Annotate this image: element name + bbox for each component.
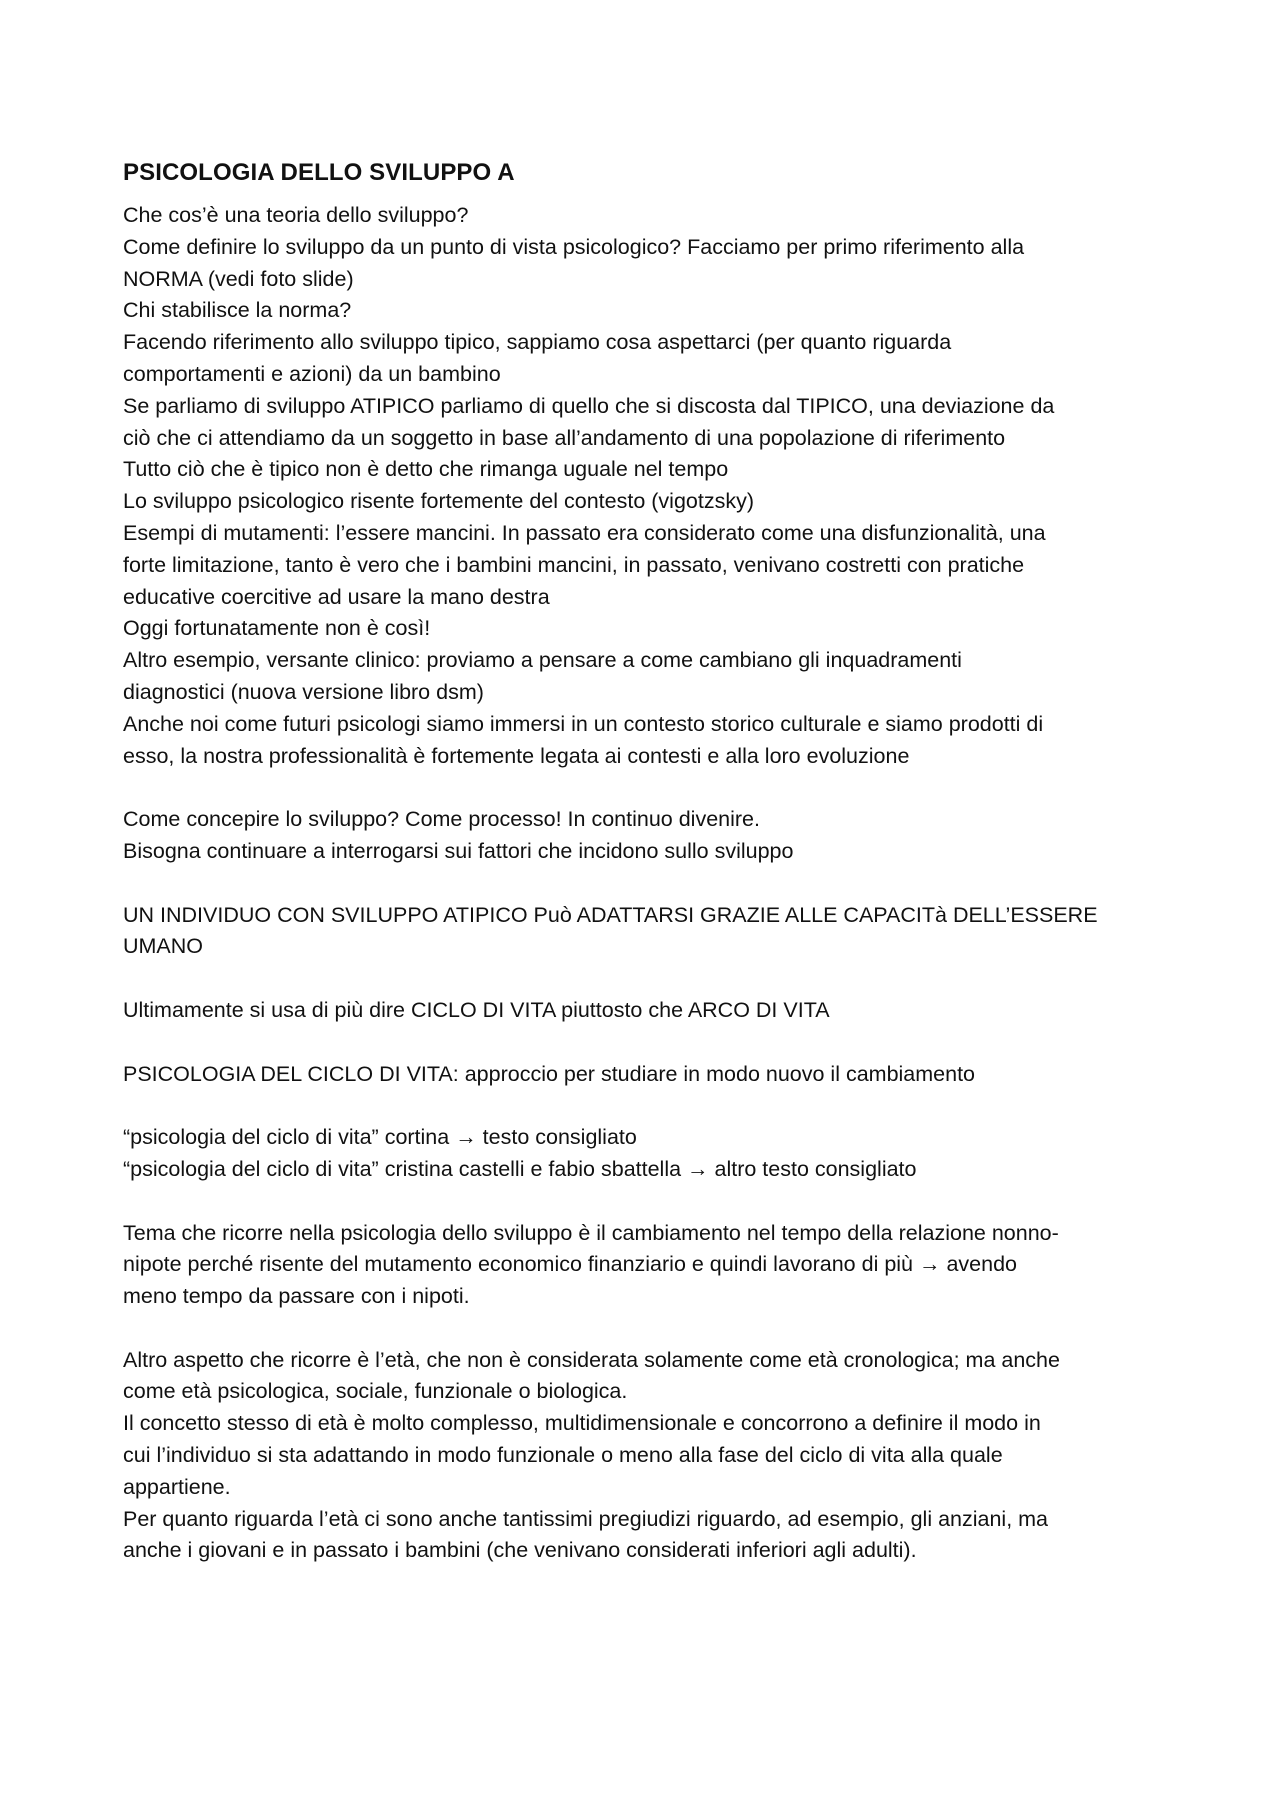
text-line: Oggi fortunatamente non è così!	[123, 616, 431, 641]
text-line: comportamenti e azioni) da un bambino	[123, 361, 501, 386]
paragraph	[123, 1218, 1173, 1313]
paragraph-spacer	[123, 1090, 1173, 1122]
text-line: esso, la nostra professionalità è fortemente legata ai contesti e alla loro evoluzione	[123, 743, 910, 768]
text-line: diagnostici (nuova versione libro dsm)	[123, 679, 484, 704]
text-line: Tutto ciò che è tipico non è detto che rimanga uguale nel tempo	[123, 457, 729, 482]
text-line: cui l’individuo si sta adattando in modo funzionale o meno alla fase del ciclo di vita alla quale	[123, 1443, 1003, 1468]
document-body	[123, 200, 1173, 1567]
paragraph-spacer	[123, 1027, 1173, 1059]
text-line: educative coercitive ad usare la mano destra	[123, 584, 550, 609]
paragraph	[123, 804, 1173, 868]
text-line: Per quanto riguarda l’età ci sono anche tantissimi pregiudizi riguardo, ad esempio, gli anziani, ma	[123, 1506, 1049, 1531]
paragraph-spacer	[123, 1186, 1173, 1218]
paragraph	[123, 1059, 1173, 1091]
text-line: forte limitazione, tanto è vero che i bambini mancini, in passato, venivano costretti con pratiche	[123, 552, 1025, 577]
paragraph-spacer	[123, 772, 1173, 804]
text-line: ciò che ci attendiamo da un soggetto in base all’andamento di una popolazione di riferimento	[123, 425, 1006, 450]
text-line: PSICOLOGIA DEL CICLO DI VITA: approccio per studiare in modo nuovo il cambiamento	[123, 1061, 976, 1086]
text-line: Facendo riferimento allo sviluppo tipico, sappiamo cosa aspettarci (per quanto riguarda	[123, 330, 952, 355]
text-line: nipote perché risente del mutamento economico finanziario e quindi lavorano di più → avendo	[123, 1252, 1017, 1277]
text-line: UMANO	[123, 934, 204, 959]
text-line: Se parliamo di sviluppo ATIPICO parliamo di quello che si discosta dal TIPICO, una deviazione da	[123, 393, 1055, 418]
paragraph	[123, 1122, 1173, 1186]
text-line: Chi stabilisce la norma?	[123, 298, 352, 323]
text-line: Altro aspetto che ricorre è l’età, che non è considerata solamente come età cronologica; ma anche	[123, 1347, 1060, 1372]
paragraph-spacer	[123, 1313, 1173, 1345]
text-line: appartiene.	[123, 1474, 231, 1499]
text-line: “psicologia del ciclo di vita” cortina → testo consigliato	[123, 1125, 637, 1150]
paragraph	[123, 200, 1173, 772]
text-line: meno tempo da passare con i nipoti.	[123, 1284, 470, 1309]
document-page	[123, 156, 1173, 1567]
text-line: Come definire lo sviluppo da un punto di vista psicologico? Facciamo per primo riferimento alla	[123, 234, 1025, 259]
text-line: Bisogna continuare a interrogarsi sui fattori che incidono sullo sviluppo	[123, 838, 794, 863]
page-title: PSICOLOGIA DELLO SVILUPPO A	[123, 159, 515, 186]
paragraph	[123, 1345, 1173, 1568]
text-line: Ultimamente si usa di più dire CICLO DI VITA piuttosto che ARCO DI VITA	[123, 997, 830, 1022]
text-line: Tema che ricorre nella psicologia dello sviluppo è il cambiamento nel tempo della relazione nonno-	[123, 1220, 1059, 1245]
paragraph-spacer	[123, 963, 1173, 995]
text-line: NORMA (vedi foto slide)	[123, 266, 354, 291]
text-line: Il concetto stesso di età è molto complesso, multidimensionale e concorrono a definire il modo in	[123, 1411, 1041, 1436]
text-line: Esempi di mutamenti: l’essere mancini. In passato era considerato come una disfunzionalità, una	[123, 520, 1046, 545]
text-line: Come concepire lo sviluppo? Come processo! In continuo divenire.	[123, 807, 760, 832]
paragraph-spacer	[123, 868, 1173, 900]
paragraph	[123, 995, 1173, 1027]
text-line: anche i giovani e in passato i bambini (che venivano considerati inferiori agli adulti).	[123, 1538, 917, 1563]
text-line: “psicologia del ciclo di vita” cristina castelli e fabio sbattella → altro testo consigliato	[123, 1156, 917, 1181]
text-line: Altro esempio, versante clinico: proviamo a pensare a come cambiano gli inquadramenti	[123, 648, 962, 673]
text-line: come età psicologica, sociale, funzionale o biologica.	[123, 1379, 628, 1404]
paragraph	[123, 900, 1173, 964]
text-line: Lo sviluppo psicologico risente fortemente del contesto (vigotzsky)	[123, 489, 754, 514]
text-line: Anche noi come futuri psicologi siamo immersi in un contesto storico culturale e siamo prodotti di	[123, 711, 1044, 736]
text-line: UN INDIVIDUO CON SVILUPPO ATIPICO Può ADATTARSI GRAZIE ALLE CAPACITà DELL’ESSERE	[123, 902, 1098, 927]
text-line: Che cos’è una teoria dello sviluppo?	[123, 203, 469, 227]
